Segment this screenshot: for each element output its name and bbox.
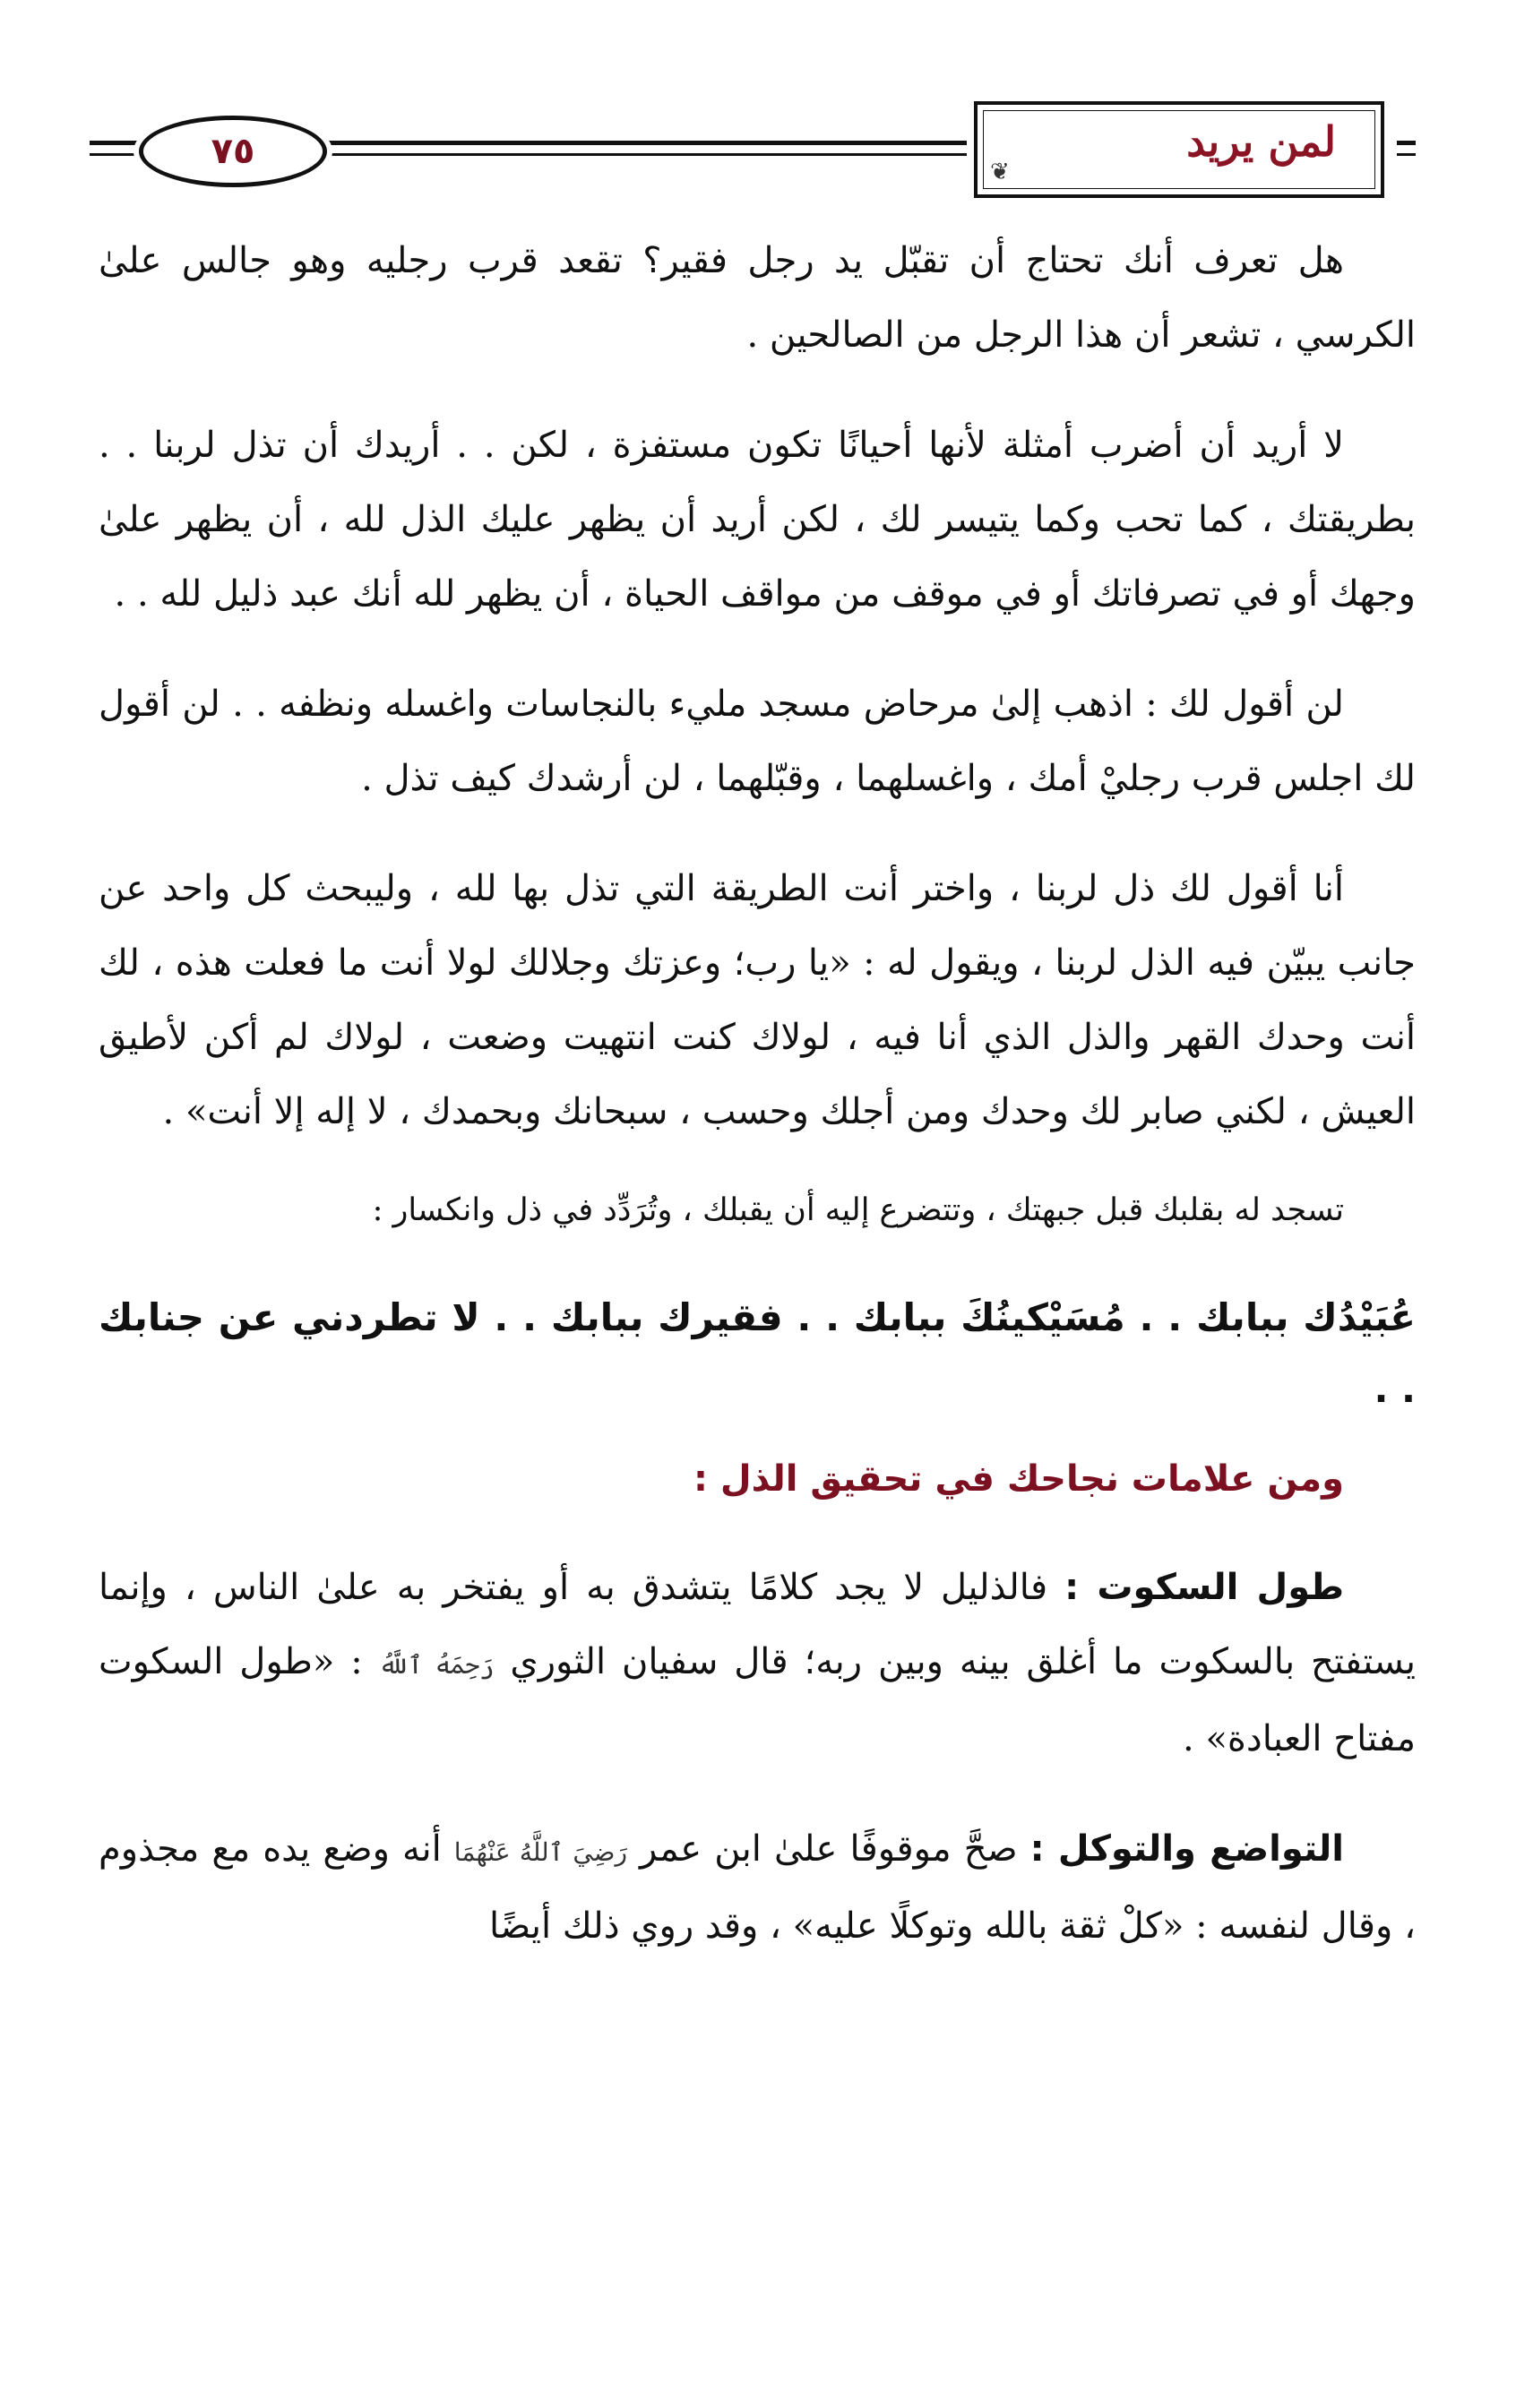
sign-text: أنه وضع يده مع مجذوم ، وقال لنفسه : «كلْ ثقة بالله وتوكلًا عليه» ، وقد روي ذلك أيضًا — [99, 1828, 1416, 1947]
sign-term: طول السكوت : — [1064, 1567, 1345, 1608]
sign-paragraph-humility — [99, 1812, 1416, 1964]
paragraph: هل تعرف أنك تحتاج أن تقبّل يد رجل فقير؟ تقعد قرب رجليه وهو جالس علىٰ الكرسي ، تشعر أن هذا الرجل من الصالحين . — [99, 240, 1416, 356]
section-heading: ومن علامات نجاحك في تحقيق الذل : — [693, 1458, 1344, 1500]
running-title-frame — [974, 101, 1384, 198]
sign-text: صحَّ موقوفًا علىٰ ابن عمر — [626, 1828, 1030, 1870]
page-number: ٧٥ — [211, 131, 255, 172]
sign-term: التواضع والتوكل : — [1029, 1828, 1345, 1870]
page-number-frame — [139, 116, 327, 187]
sign-text: فالذليل لا يجد كلامًا يتشدق به أو يفتخر به علىٰ الناس ، وإنما يستفتح بالسكوت ما أغلق بينه وبين ربه؛ قال سفيان الثوري — [99, 1567, 1416, 1682]
paragraph: أنا أقول لك ذل لربنا ، واختر أنت الطريقة التي تذل بها لله ، وليبحث كل واحد عن جانب يبيّن فيه الذل لربنا ، ويقول له : «يا رب؛ وعزتك وجلالك لولا أنت ما فعلت هذه ، لك أنت وحدك القهر والذل الذي أنا فيه ، لولاك كنت انتهيت وضعت ، لولاك لم أكن لأطيق العيش ، لكني صابر لك وحدك ومن أجلك وحسب ، سبحانك وبحمدك ، لا إله إلا أنت» . — [99, 868, 1416, 1132]
paragraph: لن أقول لك : اذهب إلىٰ مرحاض مسجد مليء بالنجاسات واغسله ونظفه . . لن أقول لك اجلس قرب رجليْ أمك ، واغسلهما ، وقبّلهما ، لن أرشدك كيف تذل . — [99, 684, 1416, 799]
page-body — [99, 224, 1416, 2000]
running-title: لمن يريد — [1186, 117, 1336, 166]
honorific-glyph: رَضِيَ ٱللَّهُ عَنْهُمَا — [453, 1837, 627, 1867]
page-header — [90, 94, 1416, 202]
supplication-intro: تسجد له بقلبك قبل جبهتك ، وتتضرع إليه أن يقبلك ، وتُرَدِّد في ذل وانكسار : — [372, 1192, 1344, 1228]
paragraph: لا أريد أن أضرب أمثلة لأنها أحيانًا تكون مستفزة ، لكن . . أريدك أن تذل لربنا . . بطريقتك ، كما تحب وكما يتيسر لك ، لكن أريد أن يظهر عليك الذل لله ، أن يظهر علىٰ وجهك أو في تصرفاتك أو في موقف من مواقف الحياة ، أن يظهر لله أنك عبد ذليل لله . . — [99, 425, 1416, 615]
honorific-glyph: رَحِمَهُ ٱللَّهُ — [378, 1650, 495, 1680]
supplication-text: عُبَيْدُك ببابك . . مُسَيْكينُكَ ببابك . . فقيرك ببابك . . لا تطردني عن جنابك . . — [99, 1295, 1416, 1411]
sign-paragraph-silence — [99, 1551, 1416, 1776]
ornament-icon: ❦ — [990, 159, 1010, 185]
sign-text: : «طول السكوت مفتاح العبادة» . — [99, 1641, 1416, 1759]
